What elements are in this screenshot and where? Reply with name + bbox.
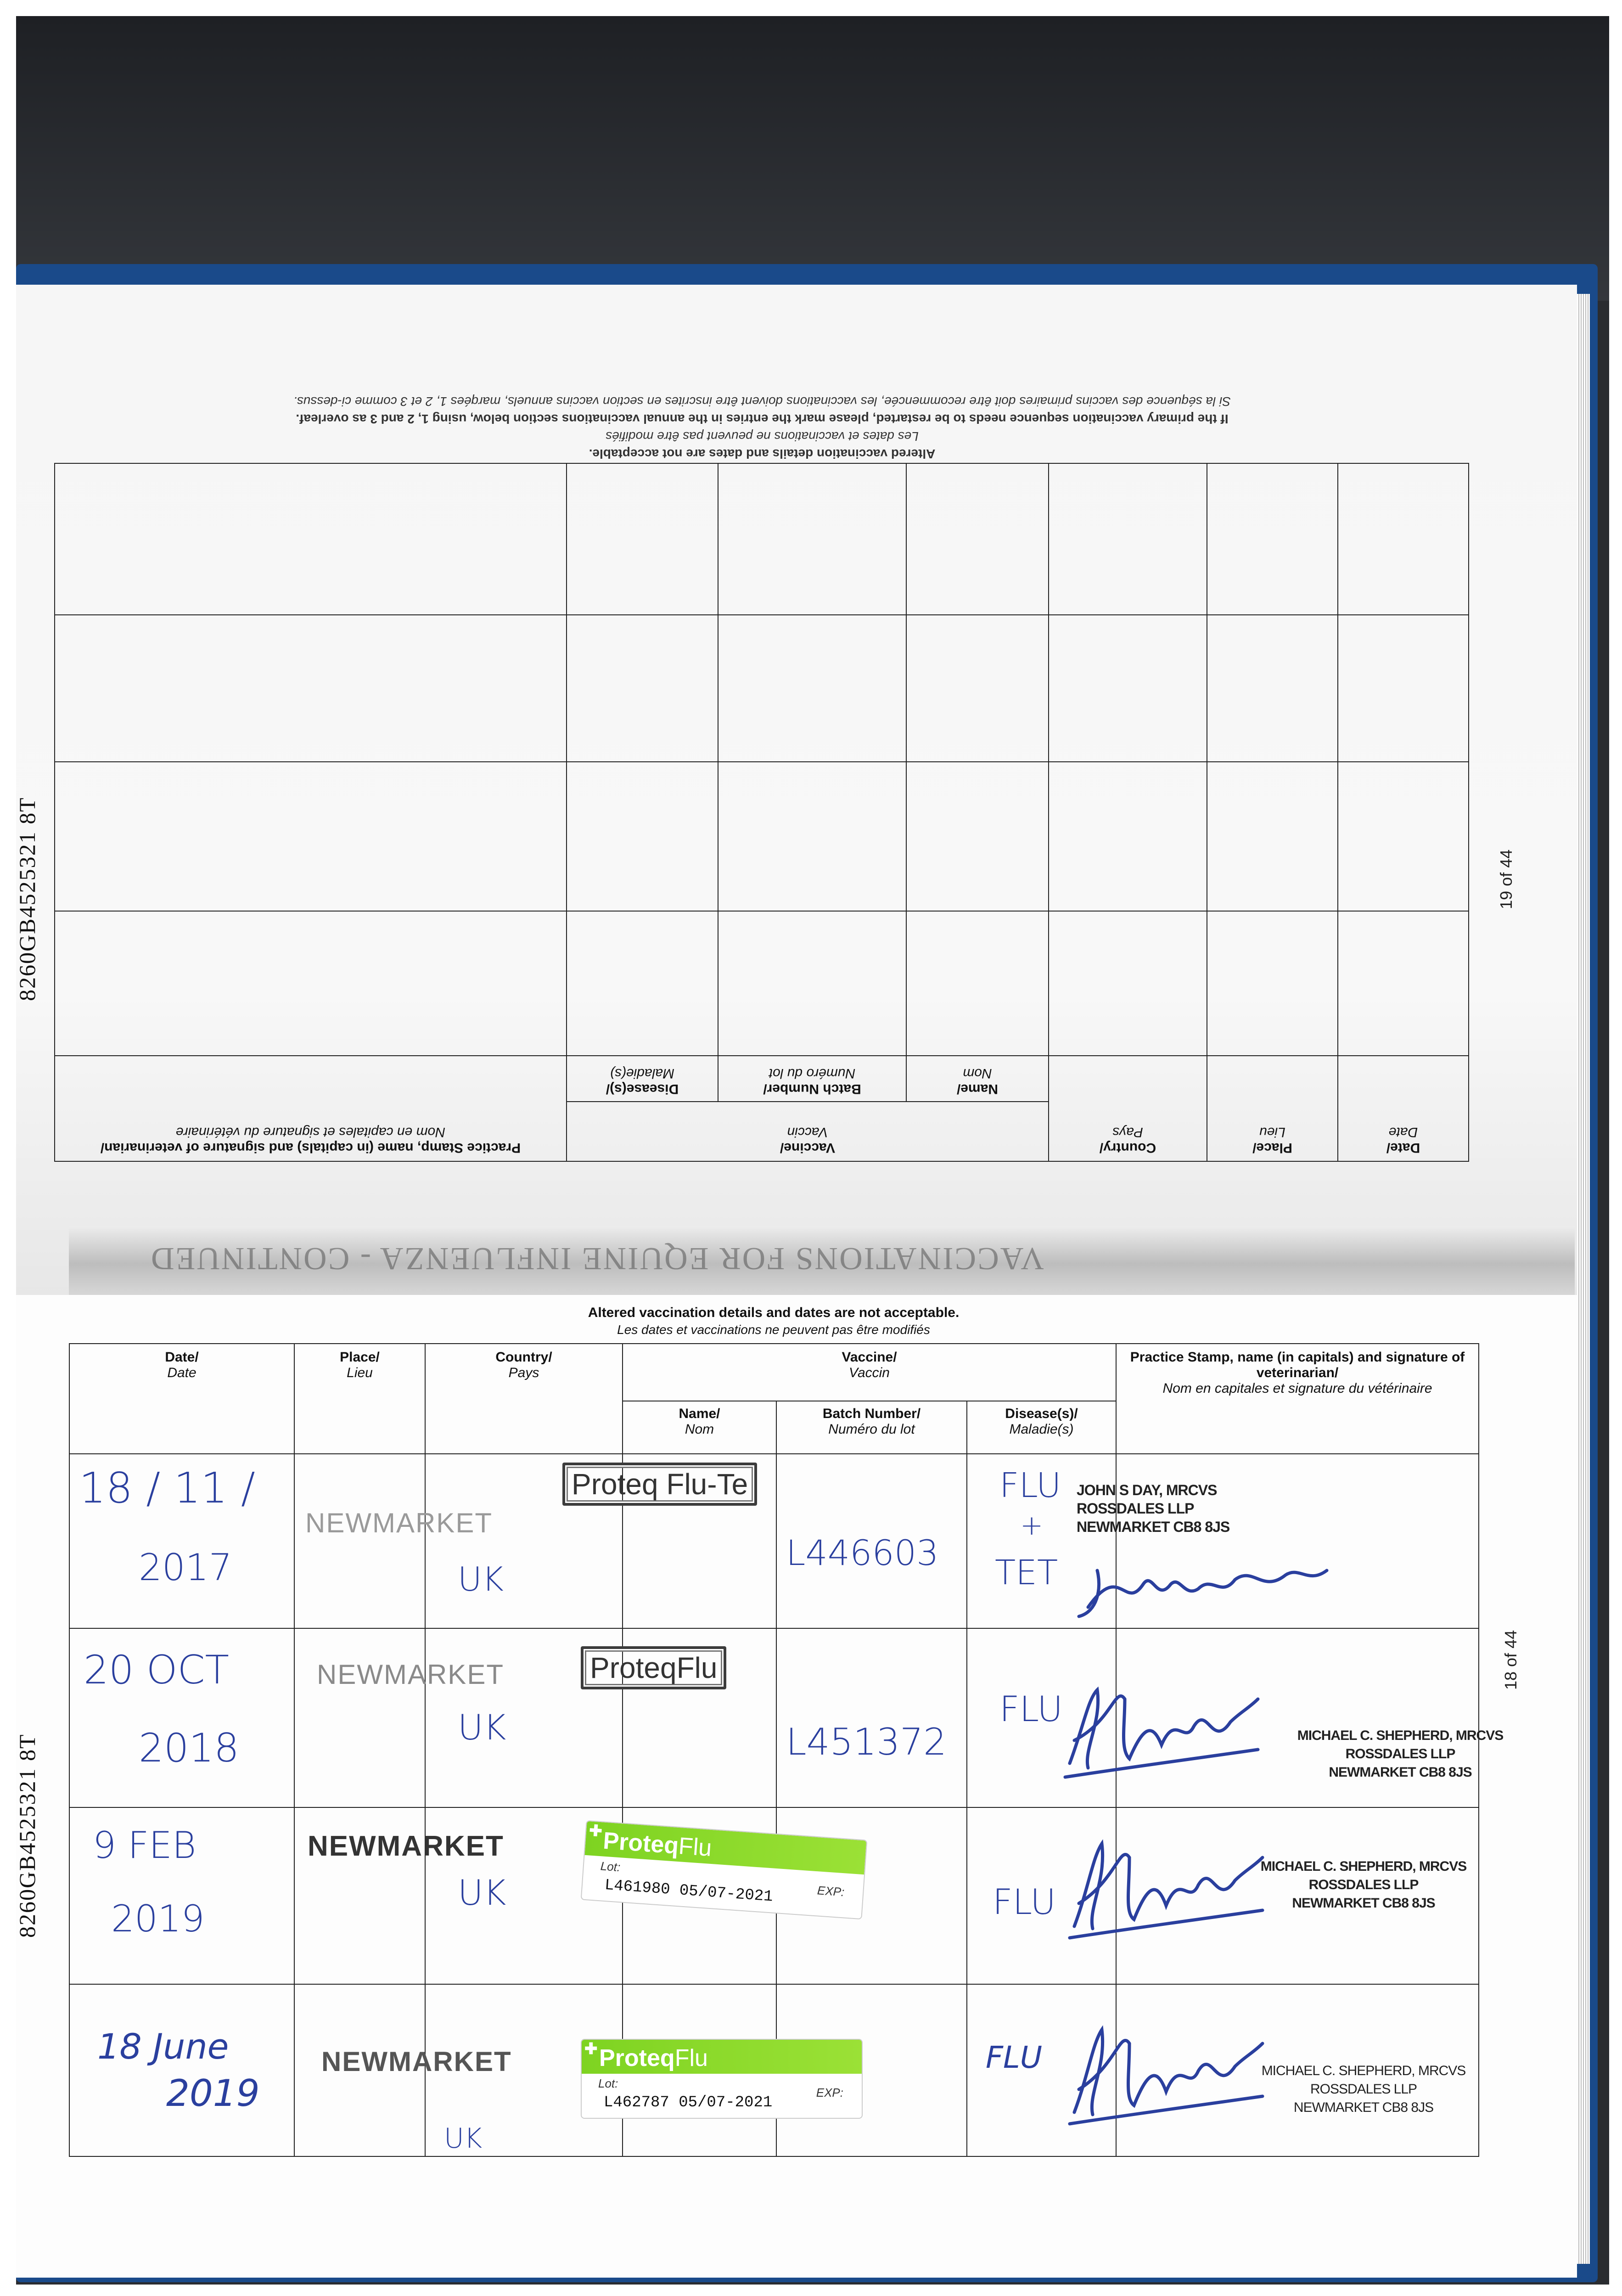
passport-id-lower: 8260GB4525321 8T	[14, 1733, 40, 1938]
vet-name: MICHAEL C. SHEPHERD, MRCVS	[1261, 2063, 1466, 2078]
upper-table-row	[55, 762, 1469, 911]
disease-line1: FLU	[993, 1881, 1056, 1922]
sticker-exp-caption: EXP:	[816, 2086, 843, 2099]
date-line1: 20 OCT	[84, 1647, 230, 1693]
country-value: UK	[458, 1560, 504, 1598]
lower-note-altered-fr: Les dates et vaccinations ne peuvent pas être modifiés	[617, 1322, 930, 1337]
plus-icon: ✚	[584, 2040, 598, 2058]
sticker-lot-caption: Lot:	[598, 2077, 618, 2090]
date-cell	[69, 1807, 294, 1984]
header-country: Country/ Pays	[425, 1344, 623, 1454]
place-cell	[294, 1454, 425, 1628]
vet-practice: ROSSDALES LLP	[1308, 1877, 1419, 1892]
passport-id-upper: 8260GB4525321 8T	[14, 797, 40, 1001]
upper-header-name: Name/ Nom	[906, 1056, 1049, 1102]
upper-header-practice: Practice Stamp, name (in capitals) and signature of veterinarian/ Nom en capitales et signature du vétérinaire	[55, 1056, 567, 1161]
date-cell	[69, 1628, 294, 1807]
country-value: UK	[458, 1872, 506, 1913]
vet-stamp	[1235, 1857, 1492, 1913]
upper-header-disease: Disease(s)/ Maladie(s)	[567, 1056, 718, 1102]
disease-line1: FLU	[999, 1688, 1063, 1729]
place-stamp: NEWMARKET	[317, 1659, 504, 1690]
date-line2: 2019	[166, 2072, 260, 2115]
place-stamp: NEWMARKET	[321, 2046, 512, 2077]
header-vaccine: Vaccine/ Vaccin	[623, 1344, 1116, 1401]
upper-vaccination-table	[54, 463, 1469, 1162]
date-line2: 2017	[139, 1546, 232, 1589]
upper-table-row	[55, 911, 1469, 1056]
date-line1: 18 / 11 /	[79, 1463, 255, 1513]
place-stamp: NEWMARKET	[308, 1830, 504, 1862]
sticker-lot-value: L462787 05/07-2021	[604, 2094, 773, 2111]
disease-line3: TET	[995, 1553, 1058, 1593]
scan-margin-bottom	[16, 2285, 1609, 2296]
page-edges	[1577, 294, 1590, 2264]
upper-page-content	[55, 372, 1469, 1162]
header-place: Place/ Lieu	[294, 1344, 425, 1454]
vet-address: NEWMARKET CB8 8JS	[1293, 2100, 1434, 2115]
date-line1: 18 June	[97, 2026, 229, 2067]
scan-margin-top	[16, 0, 1609, 16]
upper-table-row	[55, 615, 1469, 762]
vet-address: NEWMARKET CB8 8JS	[1329, 1765, 1472, 1780]
date-line2: 2019	[111, 1897, 205, 1940]
upper-note-altered-fr: Les dates et vaccinations ne peuvent pas être modifiés	[606, 429, 919, 444]
batch-cell	[776, 1628, 967, 1807]
vet-name: JOHN S DAY, MRCVS	[1077, 1482, 1217, 1498]
table-row	[69, 1628, 1479, 1807]
vet-address: NEWMARKET CB8 8JS	[1292, 1896, 1435, 1911]
scanner-background-top	[16, 16, 1609, 301]
header-date: Date/ Date	[69, 1344, 294, 1454]
vet-practice: ROSSDALES LLP	[1310, 2082, 1417, 2097]
date-cell	[69, 1454, 294, 1628]
vet-address: NEWMARKET CB8 8JS	[1077, 1519, 1230, 1535]
date-cell	[69, 1984, 294, 2156]
vaccine-name-stamp: ProteqFlu	[581, 1646, 726, 1689]
vet-name: MICHAEL C. SHEPHERD, MRCVS	[1260, 1859, 1467, 1874]
sticker-lot-value: L461980 05/07-2021	[604, 1876, 774, 1906]
upper-note-primary: If the primary vaccination sequence needs to be restarted, please mark the entries in the annual vaccinations section below, using 1, 2 and 3 as overleaf.	[296, 412, 1229, 426]
header-disease: Disease(s)/ Maladie(s)	[967, 1401, 1116, 1454]
vaccine-sticker	[581, 2039, 863, 2119]
sticker-brand: ProteqFlu	[599, 2045, 708, 2071]
vet-stamp	[1077, 1481, 1229, 1536]
sticker-lot-caption: Lot:	[600, 1859, 621, 1874]
vet-signature	[1070, 1548, 1345, 1630]
batch-value: L446603	[786, 1532, 939, 1573]
upper-table-row	[55, 463, 1469, 615]
date-line1: 9 FEB	[93, 1824, 196, 1867]
upper-header-batch: Batch Number/ Numéro du lot	[718, 1056, 906, 1102]
plus-icon: ✚	[588, 1822, 603, 1840]
header-practice: Practice Stamp, name (in capitals) and signature of veterinarian/ Nom en capitales et signature du vétérinaire	[1116, 1344, 1479, 1454]
vet-signature	[1056, 2016, 1267, 2135]
vet-stamp	[1272, 1727, 1529, 1782]
disease-line1: FLU	[999, 1466, 1061, 1505]
section-title-bleed: VACCINATIONS FOR EQUINE INFLUENZA - CONTINUED	[150, 1241, 1044, 1276]
country-value: UK	[458, 1707, 506, 1748]
vet-stamp	[1235, 2062, 1492, 2117]
header-batch: Batch Number/ Numéro du lot	[776, 1401, 967, 1454]
vaccination-table	[69, 1343, 1479, 2157]
vet-name: MICHAEL C. SHEPHERD, MRCVS	[1297, 1728, 1504, 1743]
upper-header-country: Country/ Pays	[1049, 1056, 1207, 1161]
upper-header-vaccine: Vaccine/ Vaccin	[567, 1102, 1049, 1161]
vet-practice: ROSSDALES LLP	[1345, 1746, 1455, 1761]
sticker-brand: ProteqFlu	[602, 1827, 713, 1862]
upper-note-altered: Altered vaccination details and dates are not acceptable.	[589, 447, 936, 461]
upper-notes	[55, 391, 1469, 464]
upper-header-place: Place/ Lieu	[1207, 1056, 1338, 1161]
country-value: UK	[444, 2122, 483, 2155]
vet-signature	[1056, 1830, 1267, 1949]
disease-line1: FLU	[986, 2040, 1043, 2075]
vet-signature	[1056, 1671, 1267, 1791]
header-name: Name/ Nom	[623, 1401, 776, 1454]
lower-note-altered: Altered vaccination details and dates are not acceptable.	[588, 1305, 960, 1320]
place-cell	[294, 1628, 425, 1807]
page-number-upper: 19 of 44	[1497, 849, 1515, 909]
date-line2: 2018	[139, 1725, 239, 1771]
disease-line2: +	[1020, 1509, 1044, 1542]
batch-cell	[776, 1454, 967, 1628]
upper-note-primary-fr: Si la séquence des vaccins primaires doit être recommencée, les vaccinations doivent être inscrites en section vaccins annuels, marqées 1, 2 et 3 comme ci-dessus.	[293, 394, 1231, 409]
place-stamp: NEWMARKET	[305, 1508, 493, 1538]
page-number-lower: 18 of 44	[1501, 1630, 1520, 1690]
upper-header-date: Date/ Date	[1338, 1056, 1469, 1161]
vet-practice: ROSSDALES LLP	[1077, 1500, 1194, 1517]
sticker-exp-caption: EXP:	[817, 1883, 845, 1899]
batch-value: L451372	[786, 1721, 947, 1763]
vaccine-name-stamp: Proteq Flu-Te	[562, 1463, 757, 1506]
